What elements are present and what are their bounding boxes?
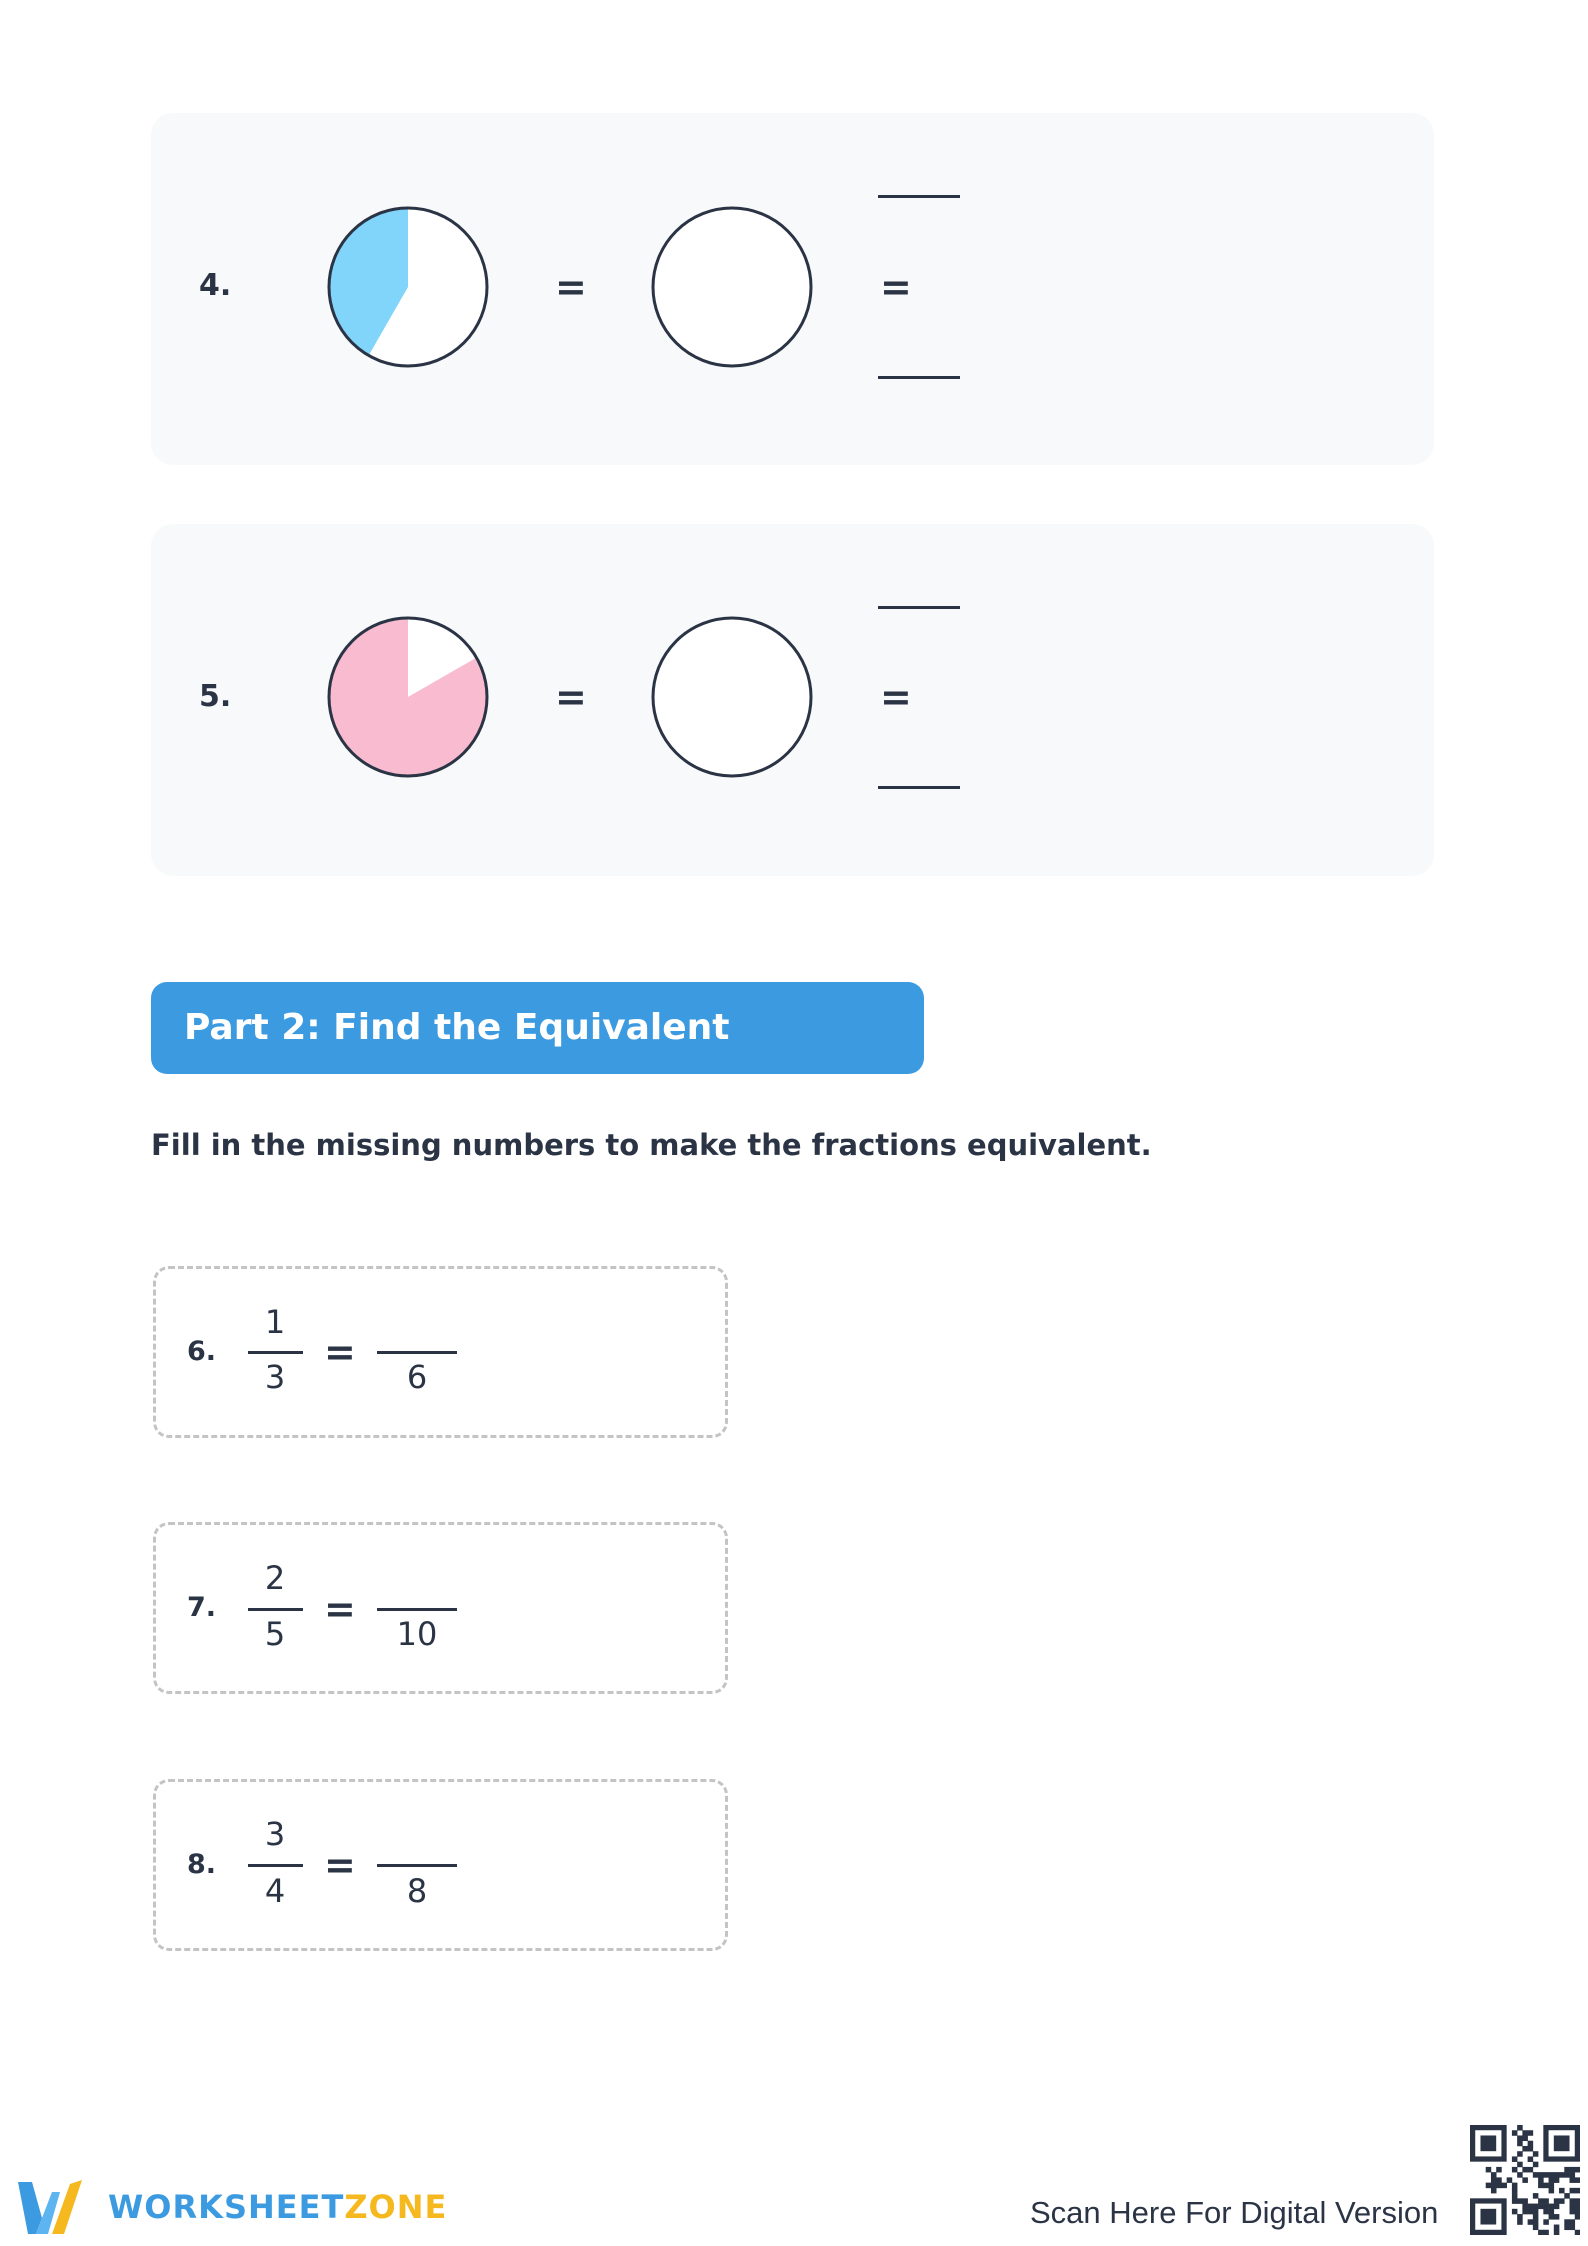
blank-circle[interactable] bbox=[651, 616, 813, 778]
qr-module bbox=[1517, 2198, 1523, 2204]
qr-module bbox=[1543, 2230, 1549, 2235]
qr-module bbox=[1486, 2183, 1492, 2189]
qr-module bbox=[1575, 2204, 1580, 2210]
fraction-bar bbox=[248, 1351, 303, 1354]
qr-module bbox=[1549, 2209, 1555, 2215]
qr-module bbox=[1522, 2130, 1528, 2136]
qr-module bbox=[1570, 2172, 1576, 2178]
qr-module bbox=[1528, 2141, 1534, 2147]
qr-module bbox=[1543, 2183, 1549, 2189]
section-header: Part 2: Find the Equivalent Fractions bbox=[151, 982, 924, 1074]
equals-sign: = bbox=[324, 1330, 356, 1374]
qr-module bbox=[1517, 2151, 1523, 2157]
qr-finder bbox=[1554, 2135, 1570, 2151]
qr-module bbox=[1538, 2198, 1544, 2204]
qr-module bbox=[1496, 2177, 1502, 2183]
qr-module bbox=[1549, 2172, 1555, 2178]
target-denominator: 10 bbox=[396, 1615, 438, 1653]
fraction-bar bbox=[248, 1608, 303, 1611]
qr-module bbox=[1554, 2177, 1560, 2183]
shaded-circle bbox=[327, 206, 489, 368]
qr-module bbox=[1486, 2167, 1492, 2173]
numerator: 1 bbox=[264, 1303, 286, 1341]
qr-module bbox=[1575, 2177, 1580, 2183]
blank-circle[interactable] bbox=[651, 206, 813, 368]
qr-module bbox=[1522, 2204, 1528, 2210]
qr-module bbox=[1575, 2230, 1580, 2235]
qr-module bbox=[1543, 2209, 1549, 2215]
qr-module bbox=[1517, 2135, 1523, 2141]
target-denominator: 6 bbox=[406, 1358, 428, 1396]
qr-module bbox=[1543, 2198, 1549, 2204]
qr-module bbox=[1501, 2183, 1507, 2189]
qr-module bbox=[1564, 2193, 1570, 2199]
equals-sign: = bbox=[880, 675, 912, 719]
qr-module bbox=[1512, 2198, 1518, 2204]
qr-module bbox=[1538, 2204, 1544, 2210]
denominator: 5 bbox=[264, 1615, 286, 1653]
qr-module bbox=[1491, 2183, 1497, 2189]
denominator-blank[interactable] bbox=[878, 786, 960, 789]
qr-module bbox=[1533, 2193, 1539, 2199]
qr-module bbox=[1554, 2172, 1560, 2178]
qr-module bbox=[1554, 2230, 1560, 2235]
qr-module bbox=[1491, 2177, 1497, 2183]
qr-module bbox=[1528, 2209, 1534, 2215]
qr-module bbox=[1538, 2230, 1544, 2235]
qr-module bbox=[1554, 2225, 1560, 2231]
qr-module bbox=[1496, 2183, 1502, 2189]
qr-module bbox=[1559, 2172, 1565, 2178]
problem-number: 6. bbox=[187, 1336, 217, 1367]
qr-module bbox=[1549, 2204, 1555, 2210]
qr-module bbox=[1549, 2177, 1555, 2183]
qr-module bbox=[1528, 2130, 1534, 2136]
qr-module bbox=[1575, 2167, 1580, 2173]
scan-caption: Scan Here For Digital Version bbox=[1030, 2195, 1439, 2230]
qr-module bbox=[1512, 2193, 1518, 2199]
qr-module bbox=[1522, 2177, 1528, 2183]
qr-module bbox=[1522, 2198, 1528, 2204]
brand-part-1: WORKSHEET bbox=[108, 2188, 345, 2226]
qr-module bbox=[1575, 2209, 1580, 2215]
equals-sign: = bbox=[555, 675, 587, 719]
qr-module bbox=[1517, 2162, 1523, 2168]
qr-module bbox=[1533, 2219, 1539, 2225]
qr-module bbox=[1533, 2204, 1539, 2210]
qr-module bbox=[1517, 2214, 1523, 2220]
qr-module bbox=[1549, 2214, 1555, 2220]
qr-module bbox=[1543, 2172, 1549, 2178]
brand-part-2: ZONE bbox=[344, 2188, 448, 2226]
qr-module bbox=[1512, 2156, 1518, 2162]
qr-module bbox=[1538, 2183, 1544, 2189]
problem-number: 7. bbox=[187, 1592, 217, 1623]
qr-module bbox=[1554, 2204, 1560, 2210]
qr-module bbox=[1564, 2225, 1570, 2231]
worksheetzone-logo-icon bbox=[18, 2178, 98, 2238]
qr-module bbox=[1533, 2172, 1539, 2178]
qr-module bbox=[1570, 2177, 1576, 2183]
numerator-blank[interactable] bbox=[878, 606, 960, 609]
denominator: 3 bbox=[264, 1358, 286, 1396]
equals-sign: = bbox=[324, 1587, 356, 1631]
qr-module bbox=[1517, 2219, 1523, 2225]
qr-module bbox=[1496, 2167, 1502, 2173]
qr-module bbox=[1549, 2183, 1555, 2189]
qr-module bbox=[1570, 2219, 1576, 2225]
denominator: 4 bbox=[264, 1872, 286, 1910]
qr-module bbox=[1575, 2214, 1580, 2220]
qr-module bbox=[1564, 2172, 1570, 2178]
numerator-blank[interactable] bbox=[377, 1351, 457, 1354]
instructions-text: Fill in the missing numbers to make the fractions equivalent. bbox=[151, 1128, 1152, 1162]
qr-module bbox=[1517, 2125, 1523, 2131]
equals-sign: = bbox=[555, 265, 587, 309]
qr-module bbox=[1564, 2167, 1570, 2173]
qr-module bbox=[1528, 2204, 1534, 2210]
qr-module bbox=[1554, 2198, 1560, 2204]
qr-module bbox=[1564, 2219, 1570, 2225]
qr-module bbox=[1512, 2188, 1518, 2194]
qr-module bbox=[1517, 2141, 1523, 2147]
qr-module bbox=[1570, 2225, 1576, 2231]
problem-number: 8. bbox=[187, 1849, 217, 1880]
qr-module bbox=[1538, 2177, 1544, 2183]
qr-module bbox=[1538, 2172, 1544, 2178]
qr-module bbox=[1554, 2214, 1560, 2220]
qr-module bbox=[1512, 2167, 1518, 2173]
numerator-blank[interactable] bbox=[878, 195, 960, 198]
qr-finder bbox=[1480, 2209, 1496, 2225]
numerator: 2 bbox=[264, 1559, 286, 1597]
qr-module bbox=[1491, 2188, 1497, 2194]
denominator-blank[interactable] bbox=[878, 376, 960, 379]
qr-module bbox=[1528, 2219, 1534, 2225]
qr-module bbox=[1507, 2177, 1513, 2183]
qr-module bbox=[1533, 2225, 1539, 2231]
qr-module bbox=[1543, 2219, 1549, 2225]
qr-module bbox=[1543, 2204, 1549, 2210]
qr-module bbox=[1517, 2172, 1523, 2178]
qr-module bbox=[1522, 2209, 1528, 2215]
qr-module bbox=[1575, 2198, 1580, 2204]
qr-module bbox=[1528, 2167, 1534, 2173]
qr-module bbox=[1528, 2156, 1534, 2162]
qr-module bbox=[1533, 2209, 1539, 2215]
qr-module bbox=[1575, 2188, 1580, 2194]
qr-finder bbox=[1480, 2135, 1496, 2151]
numerator-blank[interactable] bbox=[377, 1864, 457, 1867]
equals-sign: = bbox=[324, 1843, 356, 1887]
numerator-blank[interactable] bbox=[377, 1608, 457, 1611]
qr-module bbox=[1512, 2183, 1518, 2189]
qr-module bbox=[1559, 2198, 1565, 2204]
qr-module bbox=[1522, 2167, 1528, 2173]
brand-name bbox=[108, 2188, 447, 2226]
target-denominator: 8 bbox=[406, 1872, 428, 1910]
qr-module bbox=[1533, 2151, 1539, 2157]
qr-module bbox=[1570, 2204, 1576, 2210]
qr-module bbox=[1533, 2162, 1539, 2168]
numerator: 3 bbox=[264, 1815, 286, 1853]
qr-module bbox=[1533, 2214, 1539, 2220]
shaded-circle bbox=[327, 616, 489, 778]
fraction-bar bbox=[248, 1864, 303, 1867]
problem-number: 4. bbox=[199, 268, 232, 303]
qr-module bbox=[1512, 2209, 1518, 2215]
qr-module bbox=[1559, 2188, 1565, 2194]
qr-module bbox=[1512, 2130, 1518, 2136]
qr-module bbox=[1570, 2198, 1576, 2204]
qr-module bbox=[1570, 2167, 1576, 2173]
qr-module bbox=[1549, 2188, 1555, 2194]
qr-module bbox=[1570, 2209, 1576, 2215]
qr-module bbox=[1522, 2146, 1528, 2152]
qr-module bbox=[1528, 2146, 1534, 2152]
qr-module bbox=[1491, 2172, 1497, 2178]
qr-module bbox=[1570, 2188, 1576, 2194]
qr-module bbox=[1522, 2135, 1528, 2141]
qr-code-icon[interactable] bbox=[1470, 2125, 1580, 2235]
problem-number: 5. bbox=[199, 679, 232, 714]
equals-sign: = bbox=[880, 265, 912, 309]
